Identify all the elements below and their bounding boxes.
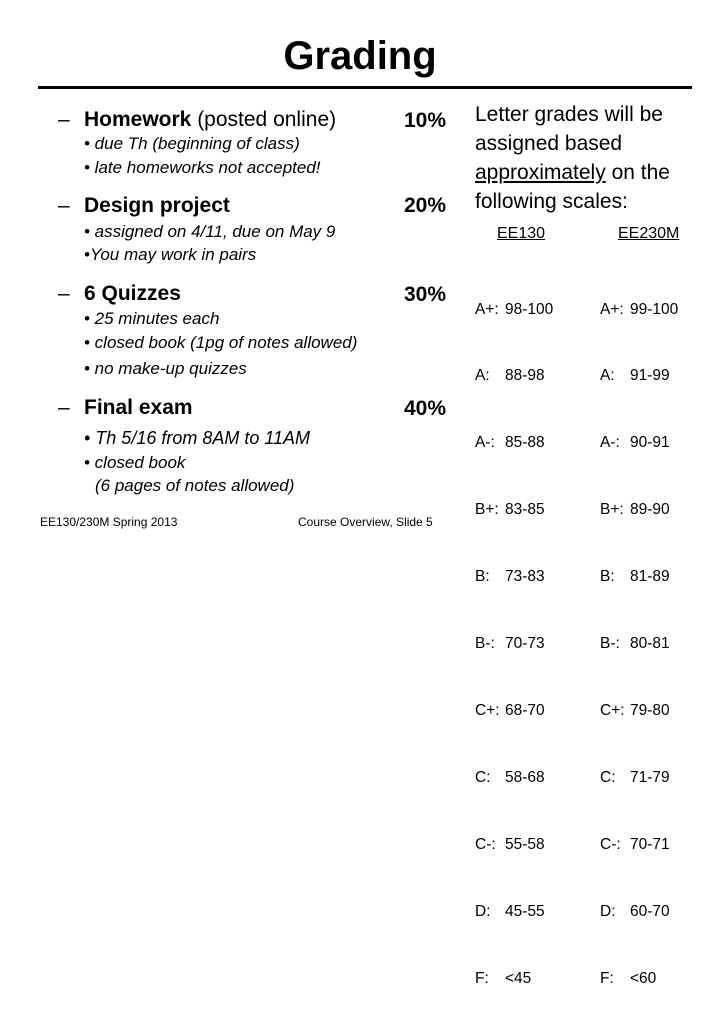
grading-item-homework [58,107,336,133]
item-label: 6 Quizzes [84,282,181,305]
footer-course: EE130/230M Spring 2013 [40,515,178,529]
scale-list-ee230m [600,254,678,1034]
scale-heading-ee230m: EE230M [618,225,680,242]
intro-text: Letter grades will be assigned based [475,103,663,155]
item-bullet: • no make-up quizzes [84,359,247,378]
grade-row: C: 71-79 [600,768,670,786]
grade-row: B: 73-83 [475,568,545,586]
item-percent: 40% [404,397,447,420]
grade-row: A: 91-99 [600,367,670,385]
item-bullet: •You may work in pairs [84,245,257,264]
footer-slide-number: Course Overview, Slide 5 [298,515,433,529]
grade-row: C+: 79-80 [600,701,670,719]
grade-row: A-: 85-88 [475,434,545,452]
item-bullet: • late homeworks not accepted! [84,158,321,177]
item-dash: – [58,194,70,217]
item-dash: – [58,108,70,131]
grade-row: C: 58-68 [475,768,545,786]
intro-underlined: approximately [475,161,606,184]
slide-title: Grading [283,34,437,78]
item-bullet: • due Th (beginning of class) [84,134,300,153]
item-bullet: • closed book [84,453,186,472]
grade-row: A-: 90-91 [600,434,670,452]
grade-row: D: 60-70 [600,902,670,920]
grade-row: B+: 89-90 [600,501,670,519]
grade-row: A: 88-98 [475,367,545,385]
letter-grades-intro [475,100,715,216]
title-divider [38,86,692,89]
item-bullet: • assigned on 4/11, due on May 9 [84,222,336,241]
grade-row: B: 81-89 [600,568,670,586]
item-dash: – [58,396,70,419]
item-bullet: (6 pages of notes allowed) [95,476,295,495]
grade-row: F: <45 [475,969,532,987]
scale-list-ee130 [475,254,553,1034]
scale-heading-ee130: EE130 [497,225,546,242]
grade-row: A+: 99-100 [600,300,679,318]
grading-item-design-project [58,193,230,219]
grade-row: B+: 83-85 [475,501,545,519]
item-label: Homework [84,108,192,131]
grade-row: D: 45-55 [475,902,545,920]
item-suffix: (posted online) [191,108,337,131]
item-label: Final exam [84,396,193,419]
grade-row: C-: 70-71 [600,835,670,853]
item-bullet: • 25 minutes each [84,309,220,328]
item-percent: 20% [404,194,447,217]
item-label: Design project [84,194,230,217]
grade-row: B-: 70-73 [475,635,545,653]
item-percent: 10% [404,109,447,132]
item-bullet: • Th 5/16 from 8AM to 11AM [84,428,311,448]
grade-row: C-: 55-58 [475,835,545,853]
item-dash: – [58,282,70,305]
grade-row: F: <60 [600,969,657,987]
grade-row: C+: 68-70 [475,701,545,719]
grade-row: B-: 80-81 [600,635,670,653]
item-bullet: • closed book (1pg of notes allowed) [84,333,358,352]
intro-text: on the following scales: [475,161,670,213]
grading-item-final-exam [58,395,193,421]
item-percent: 30% [404,283,447,306]
grade-row: A+: 98-100 [475,300,554,318]
grading-item-quizzes [58,281,181,307]
